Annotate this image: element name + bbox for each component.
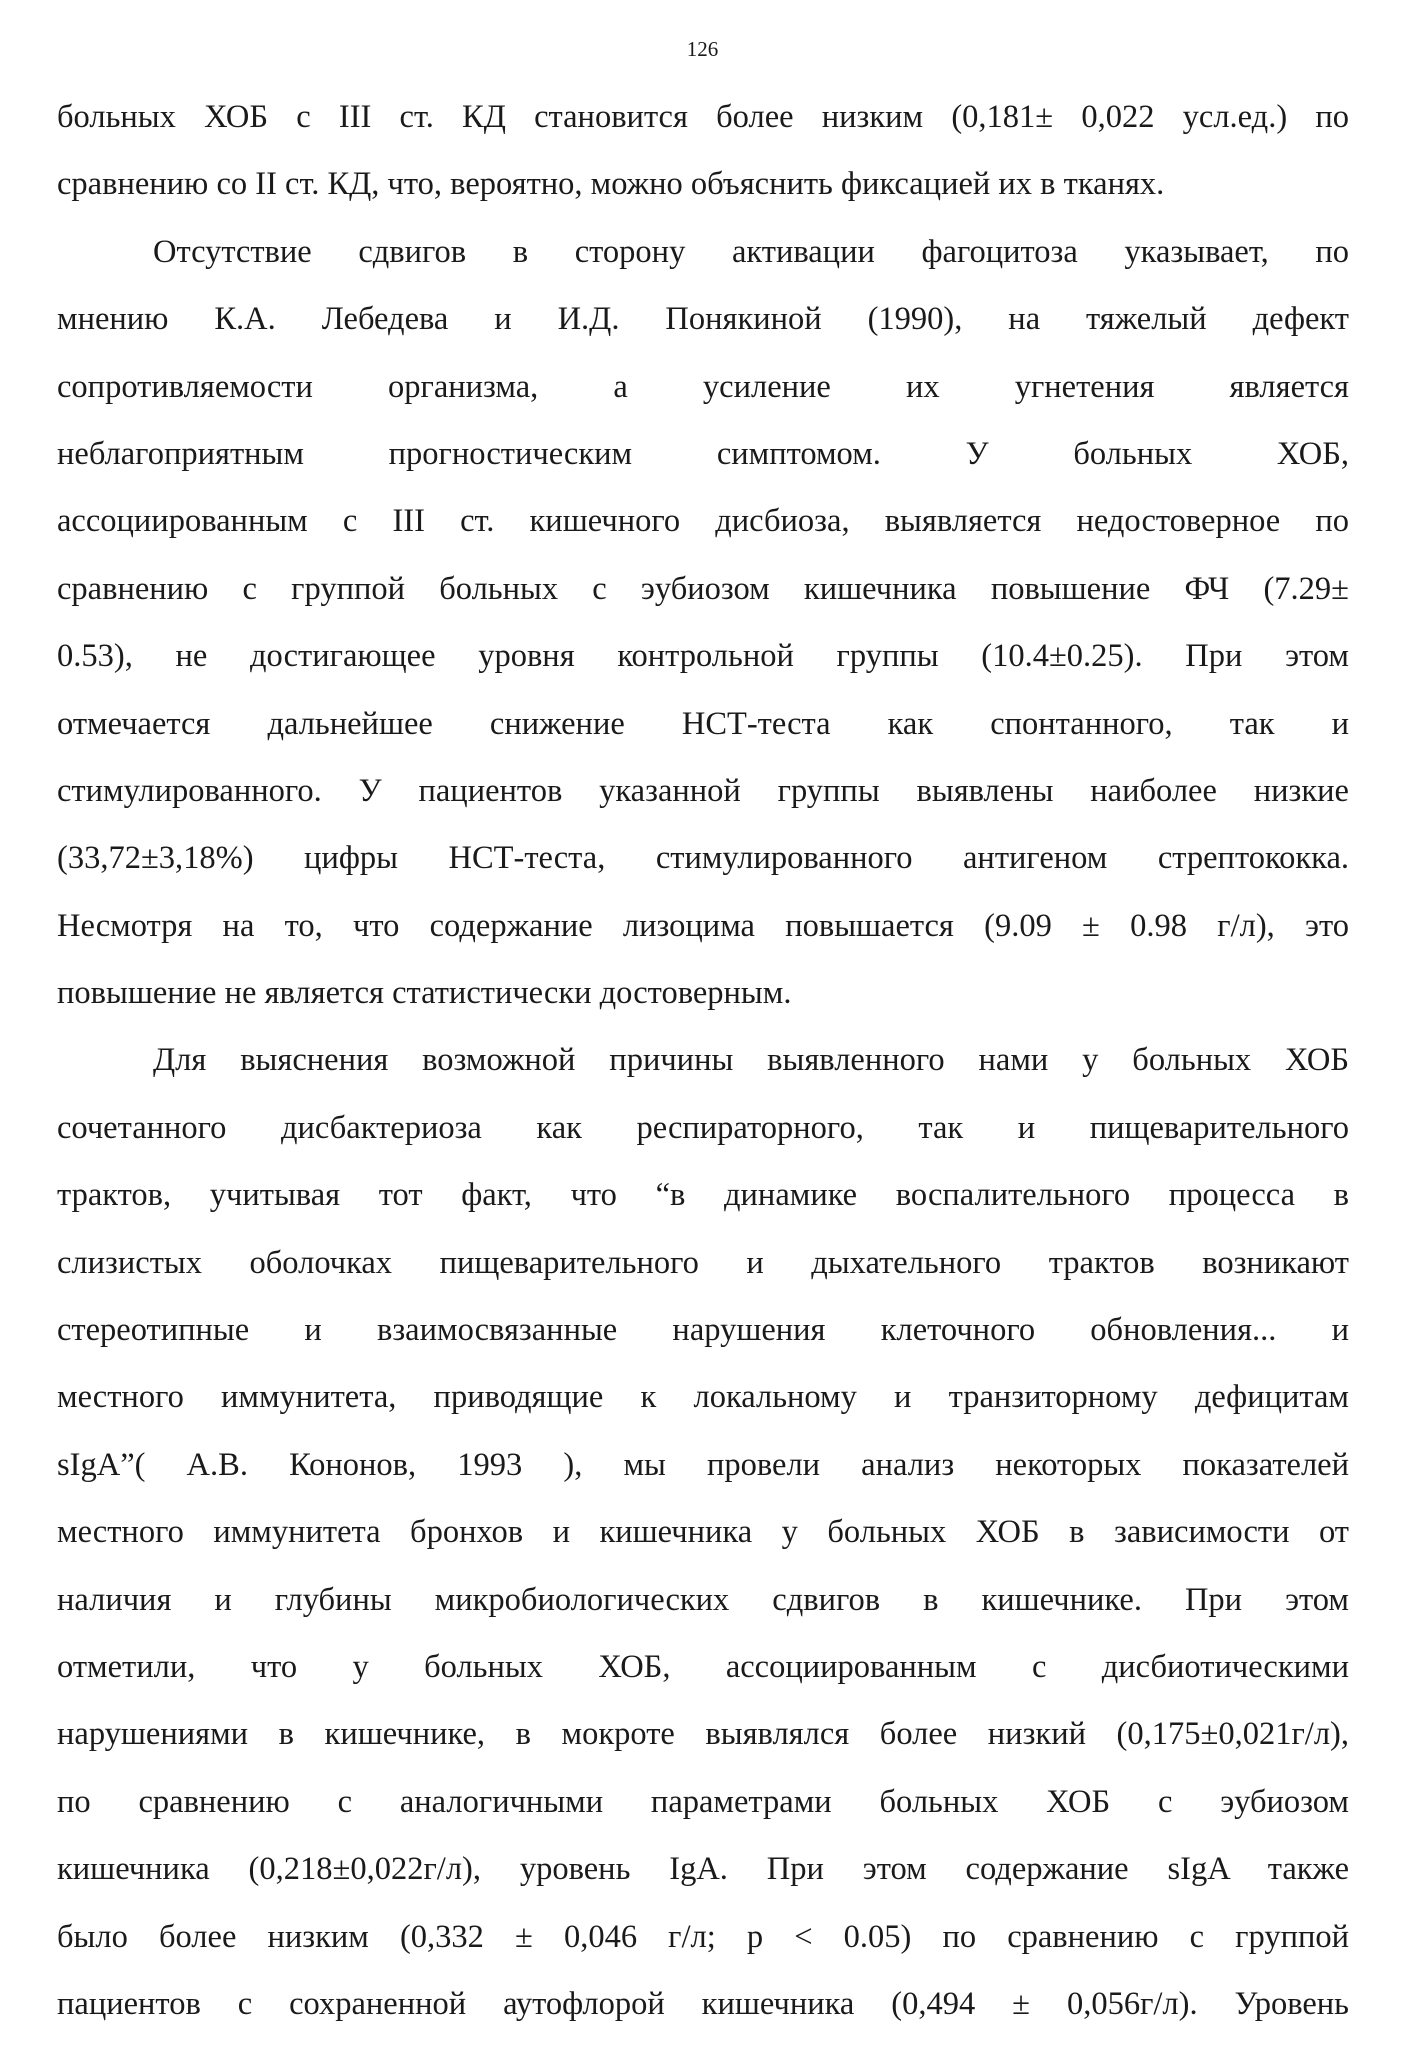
text-line: ассоциированным с III ст. кишечного дисбиоза, выявляется недостоверное по	[57, 503, 1349, 540]
text-line: наличия и глубины микробиологических сдвигов в кишечнике. При этом	[57, 1581, 1349, 1618]
text-line: сравнению с группой больных с эубиозом кишечника повышение ФЧ (7.29±	[57, 570, 1349, 607]
document-body	[57, 84, 1349, 2038]
text-line: местного иммунитета, приводящие к локальному и транзиторному дефицитам	[57, 1379, 1349, 1416]
text-line: было более низким (0,332 ± 0,046 г/л; р < 0.05) по сравнению с группой	[57, 1918, 1349, 1955]
text-line: местного иммунитета бронхов и кишечника у больных ХОБ в зависимости от	[57, 1514, 1349, 1551]
text-line: sIgA”( А.В. Кононов, 1993 ), мы провели анализ некоторых показателей	[57, 1446, 1349, 1483]
text-line: неблагоприятным прогностическим симптомом. У больных ХОБ,	[57, 435, 1349, 472]
text-line: повышение не является статистически достоверным.	[57, 975, 792, 1012]
text-line: по сравнению с аналогичными параметрами больных ХОБ с эубиозом	[57, 1783, 1349, 1820]
text-line: сопротивляемости организма, а усиление их угнетения является	[57, 368, 1349, 405]
text-line: (33,72±3,18%) цифры НСТ-теста, стимулированного антигеном стрептококка.	[57, 840, 1349, 877]
text-line: мнению К.А. Лебедева и И.Д. Понякиной (1990), на тяжелый дефект	[57, 301, 1349, 338]
text-line: пациентов с сохраненной аутофлорой кишечника (0,494 ± 0,056г/л). Уровень	[57, 1985, 1349, 2022]
text-line: 0.53), не достигающее уровня контрольной группы (10.4±0.25). При этом	[57, 638, 1349, 675]
text-line: отметили, что у больных ХОБ, ассоциированным с дисбиотическими	[57, 1648, 1349, 1685]
text-line: нарушениями в кишечнике, в мокроте выявлялся более низкий (0,175±0,021г/л),	[57, 1716, 1349, 1753]
page-number: 126	[686, 37, 719, 61]
text-line: слизистых оболочках пищеварительного и дыхательного трактов возникают	[57, 1244, 1349, 1281]
text-line: сравнению со II ст. КД, что, вероятно, можно объяснить фиксацией их в тканях.	[57, 166, 1165, 203]
text-line: Для выяснения возможной причины выявленного нами у больных ХОБ	[153, 1042, 1349, 1079]
text-line: кишечника (0,218±0,022г/л), уровень IgA. При этом содержание sIgA также	[57, 1851, 1349, 1888]
text-line: стереотипные и взаимосвязанные нарушения клеточного обновления... и	[57, 1312, 1349, 1349]
text-line: Несмотря на то, что содержание лизоцима повышается (9.09 ± 0.98 г/л), это	[57, 907, 1349, 944]
text-line: трактов, учитывая тот факт, что “в динамике воспалительного процесса в	[57, 1177, 1349, 1214]
text-line: сочетанного дисбактериоза как респираторного, так и пищеварительного	[57, 1109, 1349, 1146]
text-line: стимулированного. У пациентов указанной группы выявлены наиболее низкие	[57, 772, 1349, 809]
text-line: Отсутствие сдвигов в сторону активации фагоцитоза указывает, по	[153, 233, 1349, 270]
text-line: больных ХОБ с III ст. КД становится более низким (0,181± 0,022 усл.ед.) по	[57, 99, 1349, 135]
text-line: отмечается дальнейшее снижение НСТ-теста как спонтанного, так и	[57, 705, 1349, 742]
